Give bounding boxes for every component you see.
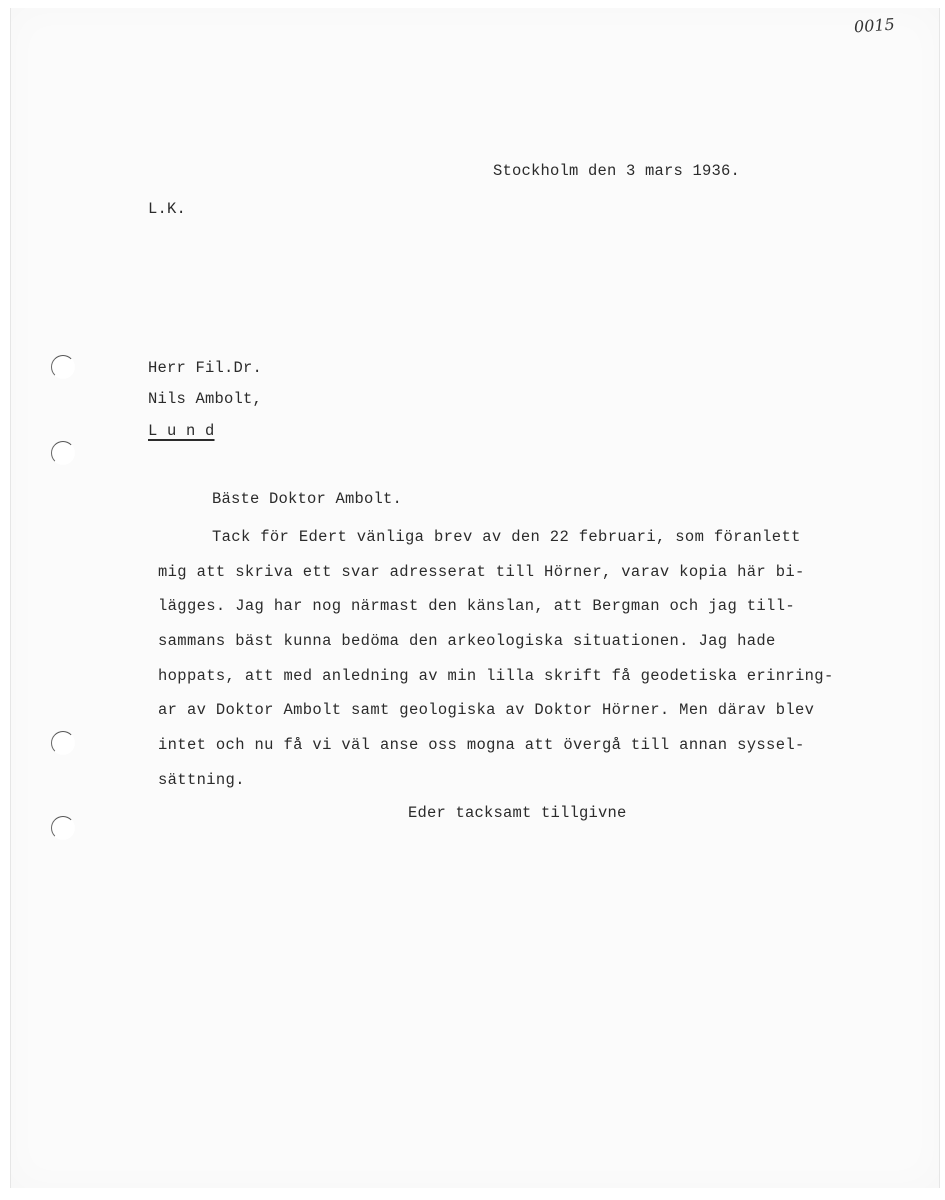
closing: Eder tacksamt tillgivne	[408, 804, 627, 822]
body-line-3: lägges. Jag har nog närmast den känslan, att Bergman och jag till-	[158, 597, 795, 615]
letter-sheet	[10, 8, 940, 1188]
recipient-name: Nils Ambolt,	[148, 390, 263, 408]
body-line-7: intet och nu få vi väl anse oss mogna att övergå till annan syssel-	[158, 736, 805, 754]
body-line-1: Tack för Edert vänliga brev av den 22 februari, som föranlett	[212, 528, 801, 546]
archive-number: 0015	[853, 14, 896, 37]
recipient-city: L u n d	[148, 422, 215, 440]
punch-hole-3	[51, 731, 75, 755]
punch-hole-2	[51, 441, 75, 465]
body-line-4: sammans bäst kunna bedöma den arkeologiska situationen. Jag hade	[158, 632, 776, 650]
initials: L.K.	[148, 200, 187, 218]
body-line-5: hoppats, att med anledning av min lilla skrift få geodetiska erinring-	[158, 667, 834, 685]
punch-hole-4	[51, 816, 75, 840]
salutation: Bäste Doktor Ambolt.	[212, 490, 403, 508]
recipient-title: Herr Fil.Dr.	[148, 359, 263, 377]
body-line-6: ar av Doktor Ambolt samt geologiska av Doktor Hörner. Men därav blev	[158, 701, 815, 719]
place-date: Stockholm den 3 mars 1936.	[493, 162, 741, 180]
punch-hole-1	[51, 355, 75, 379]
body-line-2: mig att skriva ett svar adresserat till Hörner, varav kopia här bi-	[158, 563, 805, 581]
body-line-8: sättning.	[158, 771, 245, 789]
